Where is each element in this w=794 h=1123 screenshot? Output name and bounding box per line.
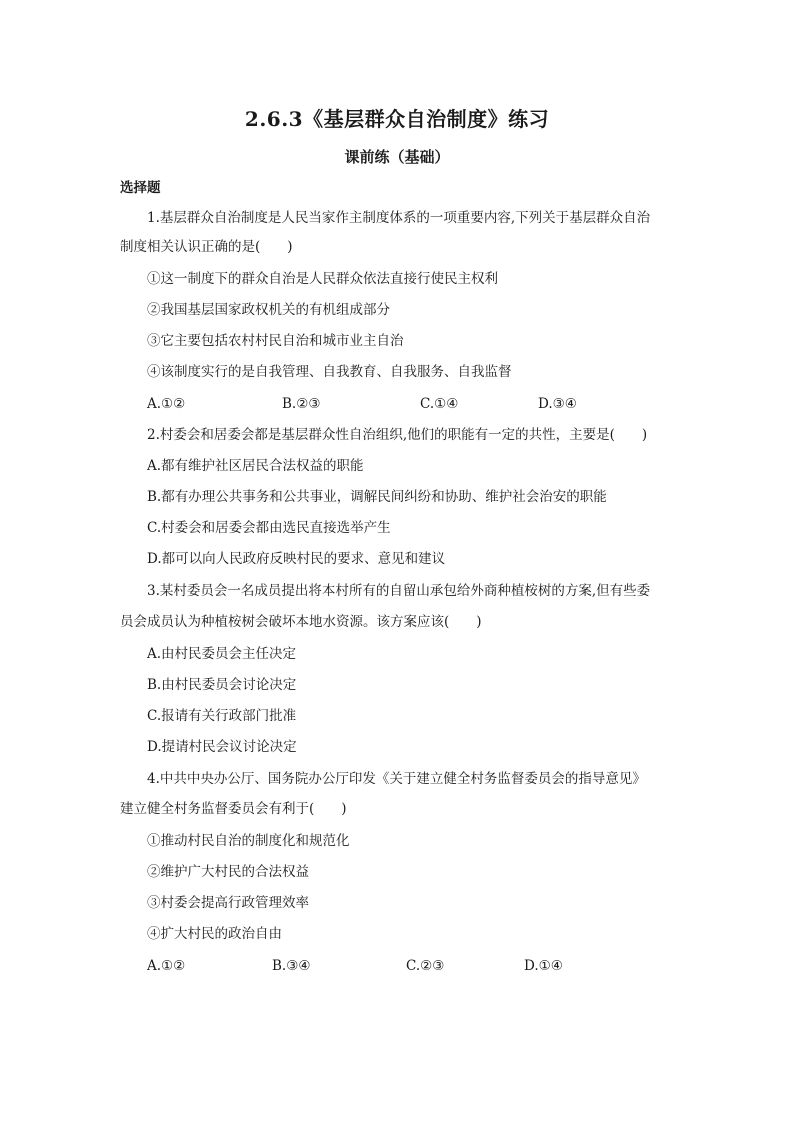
question-2-stem: 2.村委会和居委会都是基层群众性自治组织,他们的职能有一定的共性，主要是( ) xyxy=(147,427,648,443)
question-4-stem: 4.中共中央办公厅、国务院办公厅印发《关于建立健全村务监督委员会的指导意见》 xyxy=(147,771,646,787)
question-1-stem-cont: 制度相关认识正确的是( ) xyxy=(120,239,293,255)
question-1-option-a: A.①② xyxy=(147,396,186,412)
question-4-statement: ③村委会提高行政管理效率 xyxy=(147,895,309,911)
question-4-option-c: C.②③ xyxy=(406,958,445,974)
question-3-stem-cont: 员会成员认为种植桉树会破坏本地水资源。该方案应该( ) xyxy=(120,614,482,630)
question-4-stem-cont: 建立健全村务监督委员会有利于( ) xyxy=(120,801,347,817)
question-3-option-a: A.由村民委员会主任决定 xyxy=(147,646,297,662)
question-2-option-d: D.都可以向人民政府反映村民的要求、意见和建议 xyxy=(147,551,446,567)
document-title: 2.6.3《基层群众自治制度》练习 xyxy=(244,107,550,131)
question-3-option-d: D.提请村民会议讨论决定 xyxy=(147,739,297,755)
question-4-option-d: D.①④ xyxy=(524,958,563,974)
question-1-statement: ①这一制度下的群众自治是人民群众依法直接行使民主权利 xyxy=(147,271,498,287)
question-2-option-b: B.都有办理公共事务和公共事业，调解民间纠纷和协助、维护社会治安的职能 xyxy=(147,489,607,505)
document-subtitle: 课前练（基础） xyxy=(344,148,450,166)
question-1-option-d: D.③④ xyxy=(538,396,577,412)
question-4-statement: ④扩大村民的政治自由 xyxy=(147,926,282,942)
question-4-option-a: A.①② xyxy=(147,958,186,974)
question-1-statement: ④该制度实行的是自我管理、自我教育、自我服务、自我监督 xyxy=(147,364,512,380)
question-1-option-c: C.①④ xyxy=(420,396,459,412)
question-3-option-c: C.报请有关行政部门批准 xyxy=(147,708,297,724)
section-heading: 选择题 xyxy=(120,180,161,196)
question-1-stem: 1.基层群众自治制度是人民当家作主制度体系的一项重要内容,下列关于基层群众自治 xyxy=(147,210,651,226)
question-1-statement: ②我国基层国家政权机关的有机组成部分 xyxy=(147,302,390,318)
question-3-option-b: B.由村民委员会讨论决定 xyxy=(147,677,297,693)
question-4-statement: ②维护广大村民的合法权益 xyxy=(147,864,309,880)
question-2-option-a: A.都有维护社区居民合法权益的职能 xyxy=(147,458,364,474)
question-2-option-c: C.村委会和居委会都由选民直接选举产生 xyxy=(147,520,391,536)
question-4-statement: ①推动村民自治的制度化和规范化 xyxy=(147,833,350,849)
question-1-statement: ③它主要包括农村村民自治和城市业主自治 xyxy=(147,333,404,349)
question-4-option-b: B.③④ xyxy=(272,958,311,974)
question-1-option-b: B.②③ xyxy=(282,396,321,412)
question-3-stem: 3.某村委员会一名成员提出将本村所有的自留山承包给外商种植桉树的方案,但有些委 xyxy=(147,583,651,599)
